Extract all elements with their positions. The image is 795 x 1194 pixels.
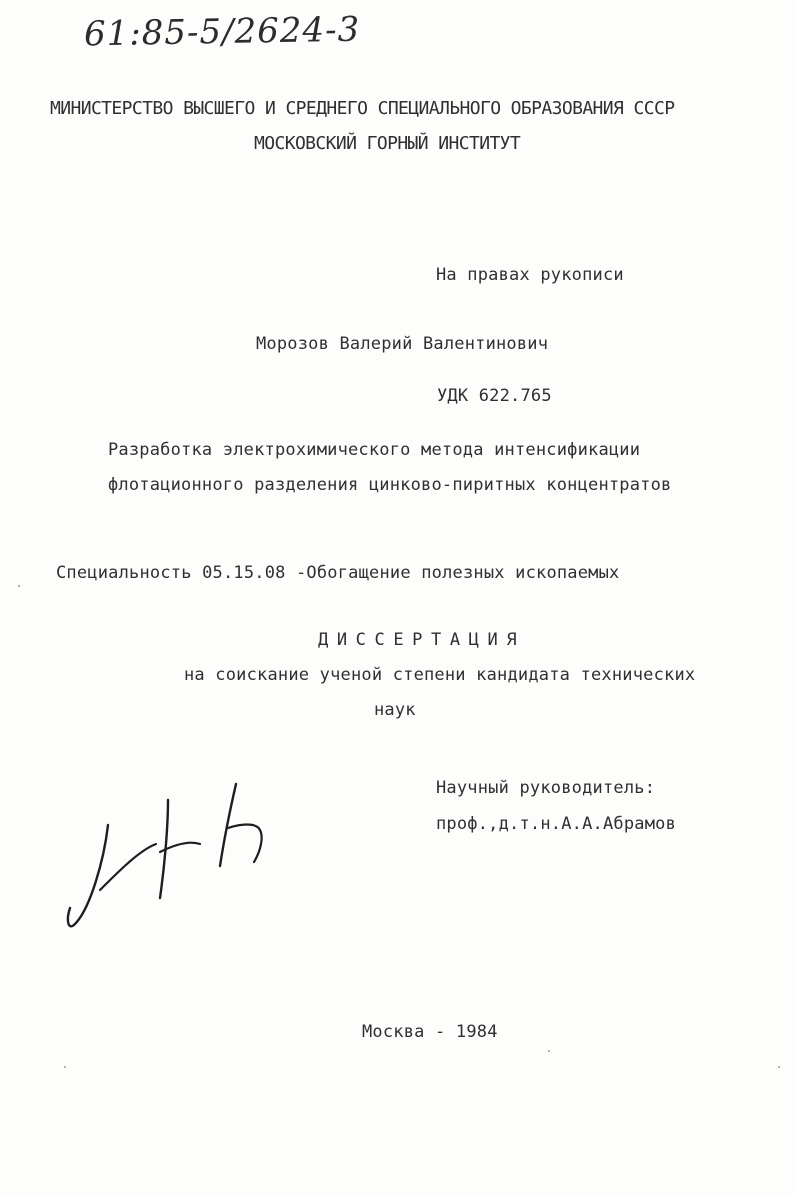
institute-header: МОСКОВСКИЙ ГОРНЫЙ ИНСТИТУТ <box>254 133 521 154</box>
paper-speck <box>548 1050 550 1052</box>
specialty-line: Специальность 05.15.08 -Обогащение полезных ископаемых <box>56 563 620 583</box>
dissertation-title-line-1: Разработка электрохимического метода интенсификации <box>108 440 641 460</box>
udk-code: УДК 622.765 <box>437 386 552 406</box>
ministry-header: МИНИСТЕРСТВО ВЫСШЕГО И СРЕДНЕГО СПЕЦИАЛЬНОГО ОБРАЗОВАНИЯ СССР <box>50 98 675 119</box>
manuscript-rights-note: На правах рукописи <box>436 265 624 285</box>
handwritten-signature <box>60 770 280 940</box>
supervisor-name: проф.,д.т.н.А.А.Абрамов <box>436 814 677 834</box>
degree-line-1: на соискание ученой степени кандидата технических <box>184 665 696 685</box>
paper-speck <box>64 1066 66 1068</box>
supervisor-label: Научный руководитель: <box>436 778 656 798</box>
archive-code-handwritten: 61:85-5/2624-3 <box>83 9 361 55</box>
document-type-heading: ДИССЕРТАЦИЯ <box>318 630 526 650</box>
paper-speck <box>18 585 20 587</box>
dissertation-title-line-2: флотационного разделения цинково-пиритных концентратов <box>108 475 672 495</box>
city-year: Москва - 1984 <box>362 1022 498 1042</box>
degree-line-2: наук <box>374 700 416 720</box>
paper-speck <box>778 1066 780 1068</box>
author-name: Морозов Валерий Валентинович <box>256 334 549 354</box>
